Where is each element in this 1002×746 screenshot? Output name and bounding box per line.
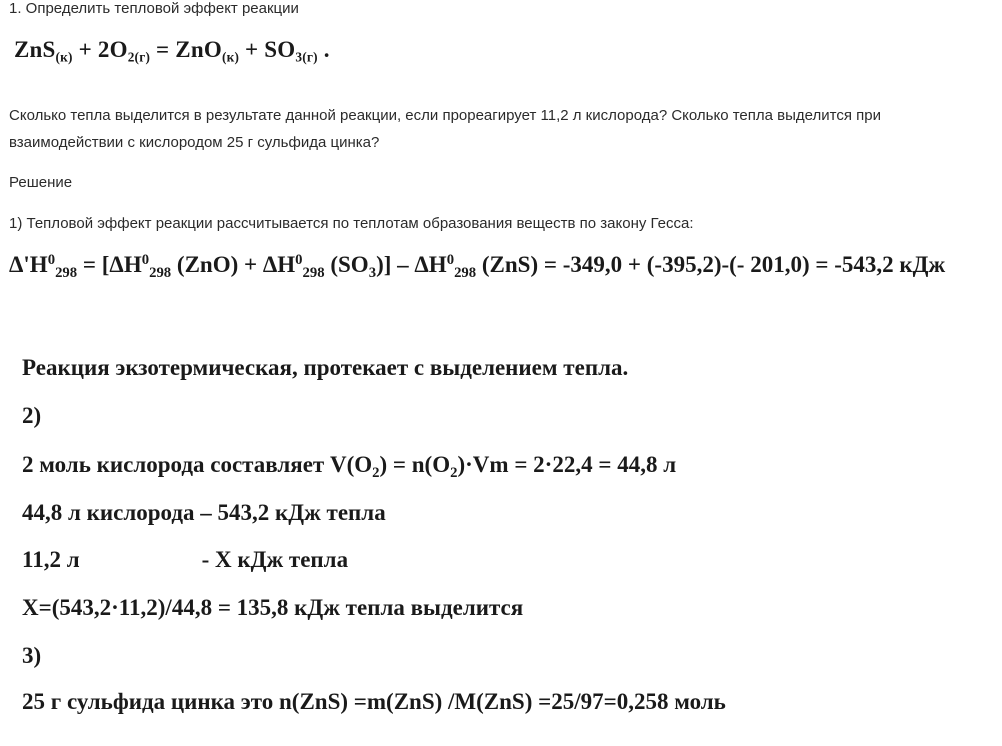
ratio-line-1: 44,8 л кислорода – 543,2 кДж тепла	[22, 500, 386, 525]
formula-sub: 298	[55, 265, 78, 282]
moles-part: ) = n(O	[379, 452, 451, 477]
ratio-unknown: - X кДж тепла	[201, 547, 349, 572]
formula-sub: 3	[368, 265, 377, 282]
moles-part: )·Vm = 2·22,4 = 44,8 л	[457, 452, 677, 477]
formula-dh: Δ'H	[9, 252, 48, 277]
eq-so3: + SO	[239, 37, 296, 62]
formula-part: (ZnO) + ΔH	[171, 252, 296, 277]
eq-so3-sub: 3(г)	[295, 49, 318, 65]
eq-end: .	[317, 37, 330, 62]
moles-part: 2 моль кислорода составляет V(O	[22, 452, 373, 477]
formula-part: (ZnS) = -349,0 + (-395,2)-(- 201,0) = -543,2 кДж	[476, 252, 946, 277]
formula-sup: 0	[295, 251, 303, 268]
step2-label: 2)	[22, 403, 42, 428]
step3-label: 3)	[22, 643, 42, 668]
enthalpy-formula	[9, 250, 989, 282]
formula-sub: 298	[302, 265, 325, 282]
formula-sup: 0	[47, 251, 56, 268]
eq-zno: = ZnO	[150, 37, 222, 62]
formula-part: = [ΔH	[77, 252, 142, 277]
formula-part: (SO	[324, 252, 369, 277]
question-text: Сколько тепла выделится в результате данной реакции, если прореагирует 11,2 л кислорода? Сколько тепла выделится при взаимодействии с кислородом 25 г сульфида цинка?	[9, 107, 881, 151]
formula-sup: 0	[141, 251, 150, 268]
eq-zns-state: (к)	[55, 49, 73, 65]
eq-oxygen: + 2O	[72, 37, 128, 62]
formula-sup: 0	[446, 251, 455, 268]
x-calculation: X=(543,2·11,2)/44,8 = 135,8 кДж тепла выделится	[22, 595, 524, 620]
eq-zno-state: (к)	[221, 49, 240, 65]
formula-sub: 298	[454, 265, 477, 282]
exothermic-statement: Реакция экзотермическая, протекает с выделением тепла.	[22, 355, 629, 380]
ratio-line-2	[22, 547, 348, 573]
formula-sub: 298	[149, 265, 172, 282]
zns-moles-line: 25 г сульфида цинка это n(ZnS) =m(ZnS) /M(ZnS) =25/97=0,258 моль	[22, 689, 726, 714]
reaction-equation	[14, 37, 330, 63]
moles-line	[22, 452, 677, 482]
moles-sub: 2	[450, 465, 458, 482]
task-heading: 1. Определить тепловой эффект реакции	[9, 0, 299, 17]
eq-zns: ZnS	[14, 37, 56, 62]
step1-text: 1) Тепловой эффект реакции рассчитывается по теплотам образования веществ по закону Гесса:	[9, 215, 694, 232]
eq-oxygen-sub: 2(г)	[127, 49, 151, 65]
ratio-volume: 11,2 л	[22, 547, 80, 572]
moles-sub: 2	[372, 465, 380, 482]
formula-part: )] – ΔH	[376, 252, 447, 277]
solution-heading: Решение	[9, 174, 73, 191]
